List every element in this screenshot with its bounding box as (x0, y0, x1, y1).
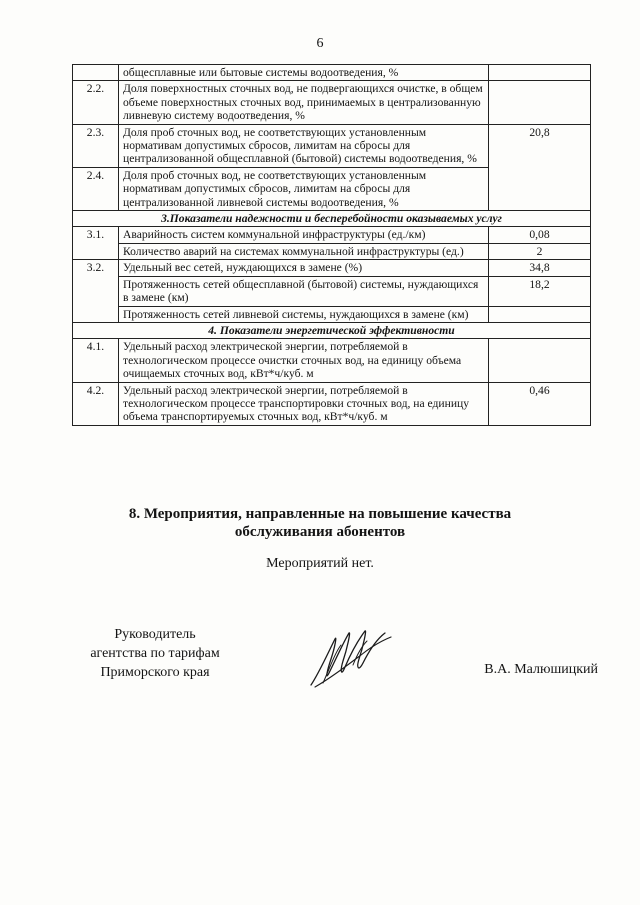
section-8-heading-line: 8. Мероприятия, направленные на повышение качества (128, 506, 512, 522)
handwritten-signature (305, 625, 397, 695)
table-row (73, 65, 591, 81)
section-8-heading (0, 505, 640, 541)
row-number: 2.3. (73, 124, 119, 167)
row-value (489, 306, 591, 322)
table-row (73, 227, 591, 243)
table-row (73, 260, 591, 276)
row-text: Доля поверхностных сточных вод, не подвергающихся очистке, в общем объеме поверхностных сточных вод, принимаемых в централизованную ливневую систему водоотведения, % (119, 81, 489, 124)
table-row (73, 243, 591, 259)
row-text: Доля проб сточных вод, не соответствующих установленным нормативам допустимых сбросов, лимитам на сбросы для централизованной ливневой системы водоотведения, % (119, 167, 489, 210)
table-row (73, 276, 591, 306)
row-text: Удельный расход электрической энергии, потребляемой в технологическом процессе транспортировки сточных вод, на единицу объема транспортируемых сточных вод, кВт*ч/куб. м (119, 382, 489, 425)
row-number (73, 65, 119, 81)
row-text: Удельный расход электрической энергии, потребляемой в технологическом процессе очистки сточных вод, на единицу объема очищаемых сточных вод, кВт*ч/куб. м (119, 339, 489, 382)
table-row (73, 124, 591, 167)
signatory-title-line: Приморского края (100, 665, 210, 680)
row-value: 0,46 (489, 382, 591, 425)
row-value: 20,8 (489, 124, 591, 210)
table-section-row (73, 322, 591, 338)
signatory-title-line: агентства по тарифам (90, 646, 220, 661)
row-text: Удельный вес сетей, нуждающихся в замене (%) (119, 260, 489, 276)
section-8-heading-line: обслуживания абонентов (234, 524, 406, 540)
section-heading: 4. Показатели энергетической эффективности (73, 322, 591, 338)
row-value (489, 339, 591, 382)
indicators-table (72, 64, 591, 426)
signer-name: В.А. Малюшицкий (484, 662, 598, 677)
row-text: Протяженность сетей ливневой системы, нуждающихся в замене (км) (119, 306, 489, 322)
row-number: 3.1. (73, 227, 119, 260)
row-number: 4.1. (73, 339, 119, 382)
table-row (73, 81, 591, 124)
row-text: Доля проб сточных вод, не соответствующих установленным нормативам допустимых сбросов, лимитам на сбросы для централизованной общесплавной (бытовой) системы водоотведения, % (119, 124, 489, 167)
row-value: 2 (489, 243, 591, 259)
row-number: 2.2. (73, 81, 119, 124)
table-row (73, 382, 591, 425)
row-number: 2.4. (73, 167, 119, 210)
row-value (489, 65, 591, 81)
signatory-title (80, 625, 230, 682)
row-value: 34,8 (489, 260, 591, 276)
signatory-title-line: Руководитель (114, 627, 196, 642)
row-value: 0,08 (489, 227, 591, 243)
table-section-row (73, 211, 591, 227)
row-text: Количество аварий на системах коммунальной инфраструктуры (ед.) (119, 243, 489, 259)
row-text: Аварийность систем коммунальной инфраструктуры (ед./км) (119, 227, 489, 243)
row-number: 3.2. (73, 260, 119, 323)
row-value (489, 81, 591, 124)
section-8-body: Мероприятий нет. (266, 556, 374, 571)
row-number: 4.2. (73, 382, 119, 425)
row-text: Протяженность сетей общесплавной (бытовой) системы, нуждающихся в замене (км) (119, 276, 489, 306)
row-value: 18,2 (489, 276, 591, 306)
table-row (73, 339, 591, 382)
row-text: общесплавные или бытовые системы водоотведения, % (119, 65, 489, 81)
section-heading: 3.Показатели надежности и бесперебойности оказываемых услуг (73, 211, 591, 227)
table-row (73, 306, 591, 322)
page-number: 6 (316, 36, 324, 51)
